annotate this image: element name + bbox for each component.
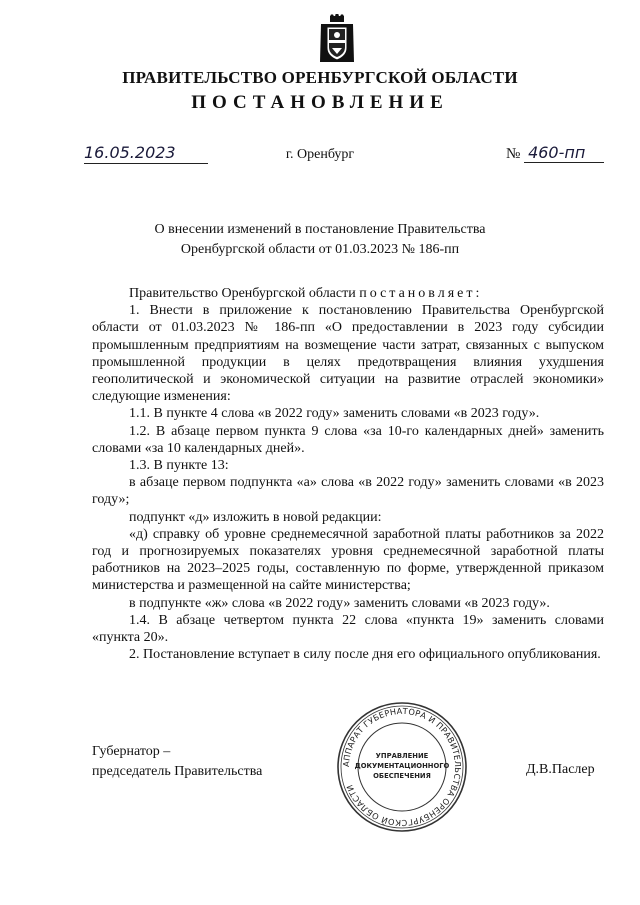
paragraph-1-3: 1.3. В пункте 13: <box>129 458 229 474</box>
document-number: 460-пп <box>524 143 604 163</box>
organization-title: ПРАВИТЕЛЬСТВО ОРЕНБУРГСКОЙ ОБЛАСТИ <box>122 68 518 87</box>
body-intro <box>92 285 604 302</box>
paragraph-1-3-c: «д) справку об уровне среднемесячной заработной платы работников за 2022 год и прогнозируемых показателях уровня среднемесячной заработной платы работников на 2023–2025 годы, составленную по форме, утвержденной приказом министерства и размещенной на сайте министерства; <box>92 526 604 594</box>
coat-of-arms-icon <box>318 14 356 66</box>
paragraph-1-2: 1.2. В абзаце первом пункта 9 слова «за 10-го календарных дней» заменить словами «за 10 календарных дней». <box>92 423 604 456</box>
stamp-inner-line-2: ДОКУМЕНТАЦИОННОГО <box>354 762 450 770</box>
document-number-field <box>506 143 604 163</box>
document-city: г. Оренбург <box>285 147 355 162</box>
signatory-title-line-2: председатель Правительства <box>92 764 263 779</box>
intro-subject: Правительство Оренбургской области <box>129 286 356 301</box>
number-sign: № <box>506 146 521 162</box>
paragraph-1: 1. Внести в приложение к постановлению Правительства Оренбургской области от 01.03.2023 № 186-пп «О предоставлении в 2023 году субсидии промышленным предприятиям на возмещение части затрат, связанных с выпуском промышленной продукции в целях предотвращения влияния ухудшения геополитической и экономической ситуации на развитие отраслей экономики» следующие изменения: <box>92 303 604 405</box>
paragraph-1-3-d: в подпункте «ж» слова «в 2022 году» заменить словами «в 2023 году». <box>129 595 550 611</box>
official-stamp-icon <box>335 700 469 834</box>
signatory-name: Д.В.Паслер <box>526 762 595 777</box>
subject-line-2: Оренбургской области от 01.03.2023 № 186-пп <box>180 242 460 257</box>
paragraph-1-1: 1.1. В пункте 4 слова «в 2022 году» заменить словами «в 2023 году». <box>129 406 540 422</box>
paragraph-2: 2. Постановление вступает в силу после дня его официального опубликования. <box>129 647 601 663</box>
intro-verb: постановляет: <box>359 286 483 301</box>
document-subject <box>0 220 640 260</box>
subject-line-1: О внесении изменений в постановление Правительства <box>154 222 486 237</box>
stamp-inner-line-1: УПРАВЛЕНИЕ <box>375 752 429 760</box>
paragraph-1-3-a: в абзаце первом подпункта «а» слова «в 2022 году» заменить словами «в 2023 году»; <box>92 475 604 508</box>
stamp-inner-line-3: ОБЕСПЕЧЕНИЯ <box>373 772 431 780</box>
signatory-title <box>92 742 262 782</box>
document-body <box>92 285 604 663</box>
paragraph-1-4: 1.4. В абзаце четвертом пункта 22 слова «пункта 19» заменить словами «пункта 20». <box>92 612 604 646</box>
signatory-title-line-1: Губернатор – <box>92 744 171 759</box>
document-date: 16.05.2023 <box>84 143 208 164</box>
paragraph-1-3-b: подпункт «д» изложить в новой редакции: <box>129 509 382 525</box>
document-type: ПОСТАНОВЛЕНИЕ <box>191 92 449 113</box>
stamp-outer-text: АППАРАТ ГУБЕРНАТОРА И ПРАВИТЕЛЬСТВА ОРЕНБУРГСКОЙ ОБЛАСТИ <box>340 705 464 829</box>
